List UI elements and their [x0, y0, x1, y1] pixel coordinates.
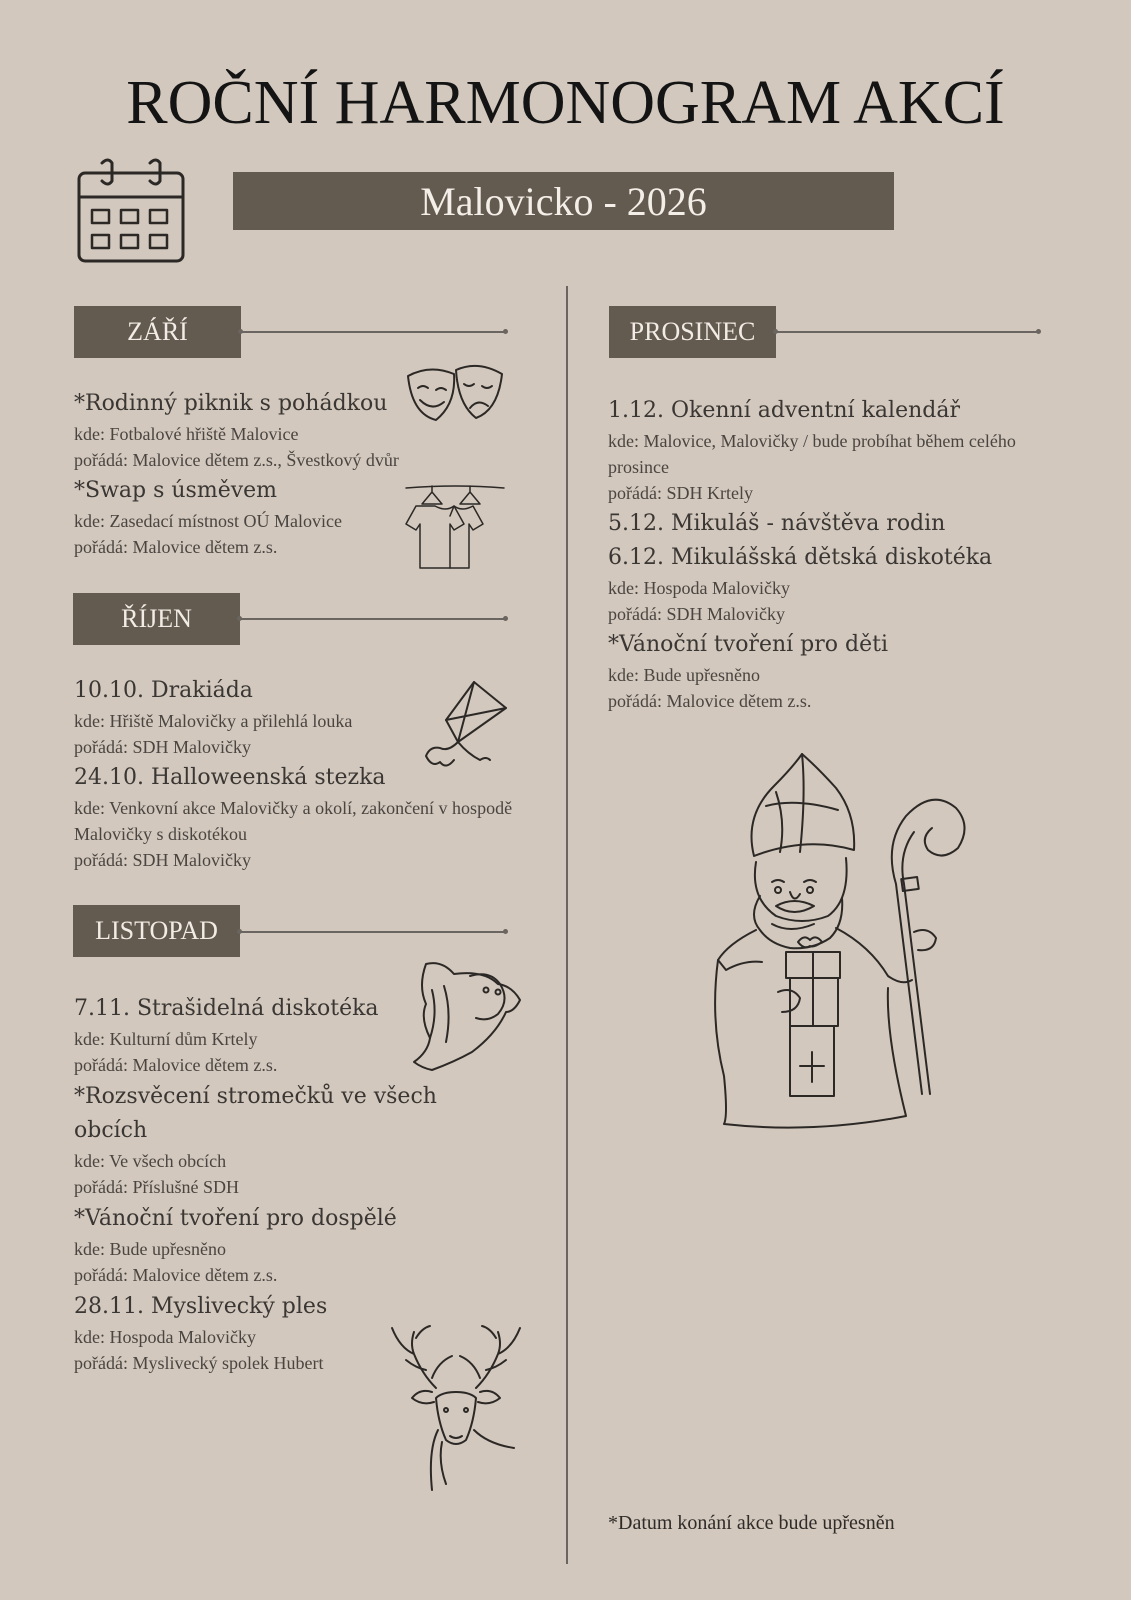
event-title: *Vánoční tvoření pro děti: [608, 632, 888, 657]
calendar-icon: [76, 155, 188, 267]
event-organizer: pořádá: Malovice dětem z.s.: [74, 537, 278, 557]
event-title: 10.10. Drakiáda: [74, 678, 253, 703]
month-header-rule: [240, 618, 505, 620]
event-title: *Rodinný piknik s pohádkou: [74, 391, 388, 416]
kite-icon: [424, 680, 510, 772]
column-divider: [566, 286, 568, 1564]
month-header-rijen: ŘÍJEN: [73, 593, 240, 645]
footnote: *Datum konání akce bude upřesněn: [608, 1512, 895, 1534]
event-location: kde: Hospoda Malovičky: [74, 1327, 256, 1347]
event-organizer: pořádá: Malovice dětem z.s.: [74, 1055, 278, 1075]
event-organizer: pořádá: SDH Krtely: [608, 483, 753, 503]
event-location: kde: Kulturní dům Krtely: [74, 1029, 258, 1049]
month-header-rule: [241, 331, 505, 333]
subtitle-banner: Malovicko - 2026: [233, 172, 894, 230]
page-title: ROČNÍ HARMONOGRAM AKCÍ: [126, 69, 1005, 137]
event-title: *Swap s úsměvem: [74, 478, 278, 503]
event-organizer: pořádá: SDH Malovičky: [74, 737, 251, 757]
event-location: kde: Malovice, Malovičky / bude probíhat během celého prosince: [608, 431, 1016, 477]
month-header-prosinec: PROSINEC: [609, 306, 776, 358]
month-header-rule: [776, 331, 1038, 333]
t-shirts-icon: [404, 484, 506, 576]
month-header-listopad: LISTOPAD: [73, 905, 240, 957]
event-organizer: pořádá: Příslušné SDH: [74, 1177, 239, 1197]
ghost-icon: [408, 960, 526, 1072]
month-header-zari: ZÁŘÍ: [74, 306, 241, 358]
event-title: 5.12. Mikuláš - návštěva rodin: [608, 511, 946, 536]
event-location: kde: Bude upřesněno: [608, 665, 760, 685]
event-organizer: pořádá: Malovice dětem z.s., Švestkový dvůr: [74, 450, 399, 470]
theater-masks-icon: [406, 362, 506, 434]
event-location: kde: Zasedací místnost OÚ Malovice: [74, 511, 342, 531]
event-title: *Rozsvěcení stromečků ve všech obcích: [74, 1084, 437, 1143]
event-location: kde: Hospoda Malovičky: [608, 578, 790, 598]
event-organizer: pořádá: Malovice dětem z.s.: [74, 1265, 278, 1285]
event-location: kde: Ve všech obcích: [74, 1151, 227, 1171]
event-location: kde: Hřiště Malovičky a přilehlá louka: [74, 711, 353, 731]
deer-icon: [386, 1318, 526, 1494]
event-title: 28.11. Myslivecký ples: [74, 1294, 328, 1319]
event-organizer: pořádá: SDH Malovičky: [608, 604, 785, 624]
event-organizer: pořádá: SDH Malovičky: [74, 850, 251, 870]
event-title: 1.12. Okenní adventní kalendář: [608, 398, 960, 423]
event-title: *Vánoční tvoření pro dospělé: [74, 1206, 397, 1231]
event-location: kde: Bude upřesněno: [74, 1239, 226, 1259]
event-title: 24.10. Halloweenská stezka: [74, 765, 386, 790]
event-title: 6.12. Mikulášská dětská diskotéka: [608, 545, 993, 570]
month-header-rule: [240, 931, 505, 933]
saint-nicholas-icon: [716, 752, 996, 1136]
event-location: kde: Venkovní akce Malovičky a okolí, zakončení v hospodě Malovičky s diskotékou: [74, 798, 513, 844]
event-title: 7.11. Strašidelná diskotéka: [74, 996, 379, 1021]
event-organizer: pořádá: Myslivecký spolek Hubert: [74, 1353, 324, 1373]
event-organizer: pořádá: Malovice dětem z.s.: [608, 691, 812, 711]
event-location: kde: Fotbalové hřiště Malovice: [74, 424, 299, 444]
